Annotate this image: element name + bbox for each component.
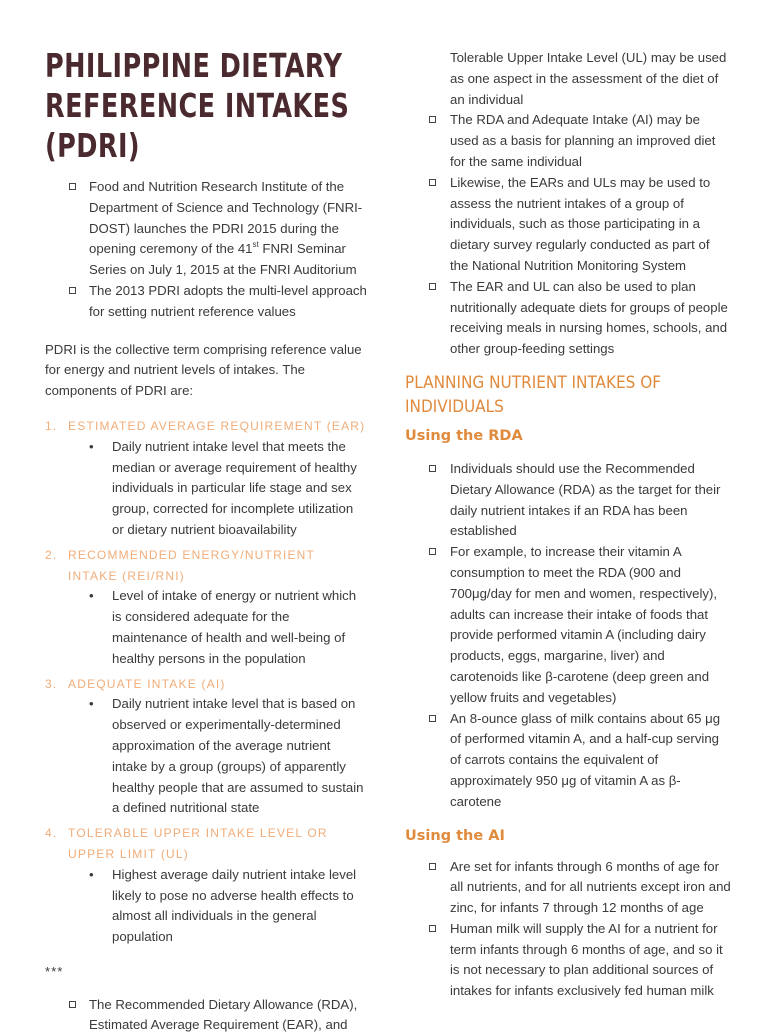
intro-bullet-tail: FNRI Seminar Series on July 1, 2015 at the FNRI Auditorium bbox=[89, 241, 357, 278]
component-name: TOLERABLE UPPER INTAKE LEVEL OR UPPER LIMIT (UL) bbox=[68, 826, 328, 861]
continued-text: Tolerable Upper Intake Level (UL) may be used as one aspect in the assessment of the diet of an individual bbox=[450, 50, 727, 107]
component-item bbox=[45, 674, 367, 820]
list-item: Are set for infants through 6 months of age for all nutrients, and for all nutrients except iron and zinc, for infants 7 through 12 months of age bbox=[405, 857, 731, 919]
component-desc-list bbox=[45, 865, 367, 948]
section-separator: *** bbox=[45, 963, 64, 979]
ai-bullet-list bbox=[405, 857, 731, 1003]
right-column bbox=[405, 0, 731, 1002]
component-number: 4. bbox=[45, 826, 58, 841]
intro-bullet-text: Food and Nutrition Research Institute of the Department of Science and Technology (FNRI-DOST) launches the PDRI 2015 during the opening ceremony of the 41 bbox=[89, 179, 363, 257]
rda-bullet-list bbox=[405, 459, 731, 813]
component-item bbox=[45, 416, 367, 541]
component-description: • Daily nutrient intake level that is based on observed or experimentally-determined approximation of the average nutrient intake by a group (groups) of apparently healthy people that are assumed to sustain a defined nutritional state bbox=[112, 694, 367, 819]
section-heading: PLANNING NUTRIENT INTAKES OF INDIVIDUALS bbox=[405, 372, 662, 417]
component-item bbox=[45, 545, 367, 670]
list-item: Likewise, the EARs and ULs may be used to assess the nutrient intakes of a group of individuals, such as those participating in a dietary survey regularly conducted as part of the National Nutrition Monitoring System bbox=[405, 173, 731, 277]
component-name: ESTIMATED AVERAGE REQUIREMENT (EAR) bbox=[68, 418, 366, 433]
list-item bbox=[45, 177, 367, 281]
list-item: The EAR and UL can also be used to plan nutritionally adequate diets for groups of people receiving meals in nursing homes, schools, and other group-feeding settings bbox=[405, 277, 731, 360]
left-column bbox=[45, 0, 367, 1036]
component-description: • Highest average daily nutrient intake level likely to pose no adverse health effects to almost all individuals in the general population bbox=[112, 865, 367, 948]
ordinal-suffix: st bbox=[252, 240, 259, 250]
component-name: RECOMMENDED ENERGY/NUTRIENT INTAKE (REI/RNI) bbox=[68, 547, 315, 583]
component-item bbox=[45, 823, 367, 948]
component-heading bbox=[45, 416, 367, 437]
usage-bullet-list bbox=[405, 48, 731, 360]
component-heading bbox=[45, 545, 367, 587]
component-desc-list bbox=[45, 694, 367, 819]
component-number: 1. bbox=[45, 418, 58, 433]
bottom-bullet-list bbox=[45, 995, 367, 1036]
component-description: • Level of intake of energy or nutrient which is considered adequate for the maintenance of health and well-being of healthy persons in the population bbox=[112, 586, 367, 669]
list-item: An 8-ounce glass of milk contains about 65 μg of performed vitamin A, and a half-cup serving of carrots contains the equivalent of approximately 950 μg of vitamin A as β-carotene bbox=[405, 709, 731, 813]
component-desc-list bbox=[45, 437, 367, 541]
ai-heading: Using the AI bbox=[405, 827, 505, 844]
list-item: Individuals should use the Recommended Dietary Allowance (RDA) as the target for their daily nutrient intakes if an RDA has been established bbox=[405, 459, 731, 542]
list-item: The Recommended Dietary Allowance (RDA), Estimated Average Requirement (EAR), and bbox=[45, 995, 367, 1036]
rda-heading: Using the RDA bbox=[405, 427, 523, 444]
list-item: The 2013 PDRI adopts the multi-level approach for setting nutrient reference values bbox=[45, 281, 367, 323]
list-item: For example, to increase their vitamin A consumption to meet the RDA (900 and 700μg/day for men and women, respectively), adults can increase their intake of foods that provide performed vitamin A (including dairy products, eggs, margarine, liver) and carotenoids like β-carotene (deep green and yellow fruits and vegetables) bbox=[405, 542, 731, 708]
component-number: 3. bbox=[45, 676, 58, 691]
list-item: The RDA and Adequate Intake (AI) may be used as a basis for planning an improved diet for the same individual bbox=[405, 110, 731, 172]
component-heading bbox=[45, 823, 367, 865]
component-desc-list bbox=[45, 586, 367, 669]
component-heading bbox=[45, 674, 367, 695]
list-item: Human milk will supply the AI for a nutrient for term infants through 6 months of age, and so it is not necessary to plan additional sources of intakes for infants exclusively fed human milk bbox=[405, 919, 731, 1002]
component-description: • Daily nutrient intake level that meets the median or average requirement of healthy individuals in particular life stage and sex group, corrected for incomplete utilization or dietary nutrient bioavailability bbox=[112, 437, 367, 541]
component-name: ADEQUATE INTAKE (AI) bbox=[68, 676, 226, 691]
page-title: PHILIPPINE DIETARY REFERENCE INTAKES (PDRI) bbox=[45, 46, 350, 165]
intro-bullet-list bbox=[45, 177, 367, 323]
component-list bbox=[45, 416, 367, 948]
component-number: 2. bbox=[45, 547, 58, 562]
definition-paragraph: PDRI is the collective term comprising reference value for energy and nutrient levels of intakes. The components of PDRI are: bbox=[45, 341, 362, 399]
